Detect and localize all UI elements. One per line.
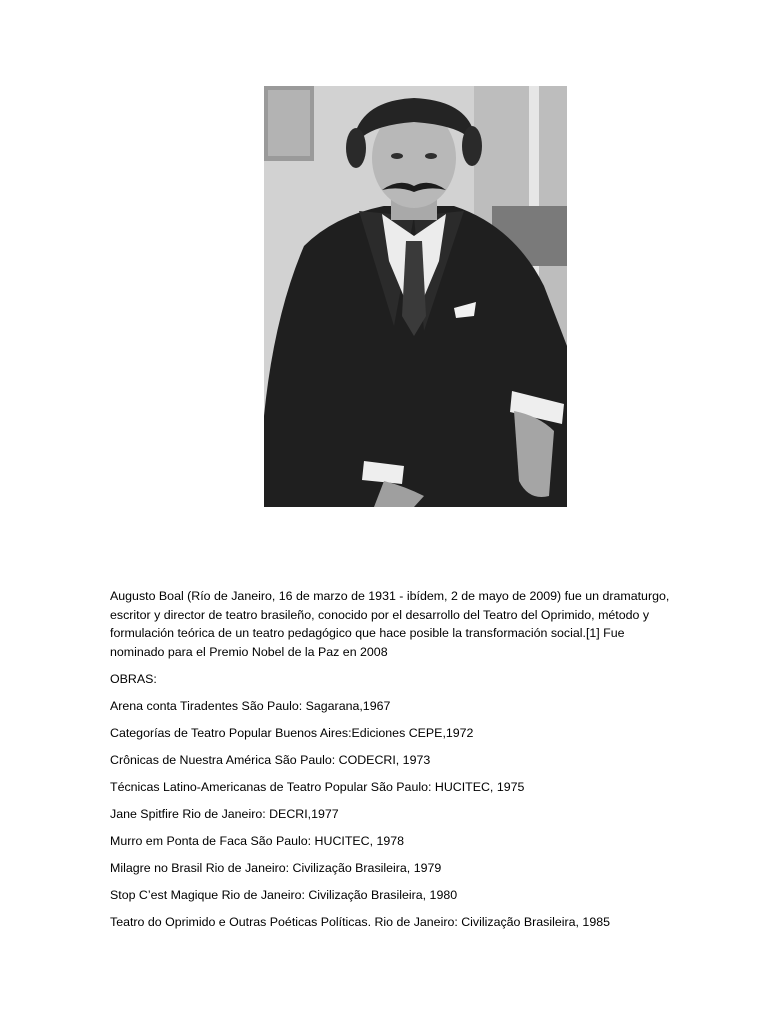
portrait-photo	[264, 86, 567, 507]
work-item: Técnicas Latino-Americanas de Teatro Popular São Paulo: HUCITEC, 1975	[110, 780, 525, 794]
work-item: Murro em Ponta de Faca São Paulo: HUCITEC, 1978	[110, 834, 405, 848]
work-item: Milagre no Brasil Rio de Janeiro: Civilização Brasileira, 1979	[110, 861, 442, 875]
portrait-illustration	[264, 86, 567, 507]
biography-paragraph: Augusto Boal (Río de Janeiro, 16 de marzo de 1931 - ibídem, 2 de mayo de 2009) fue un dramaturgo, escritor y director de teatro brasileño, conocido por el desarrollo del Teatro del Oprimido, método y formulación teórica de un teatro pedagógico que hace posible la transformación social.[1] Fue nominado para el Premio Nobel de la Paz en 2008	[110, 589, 670, 659]
work-item: Teatro do Oprimido e Outras Poéticas Políticas. Rio de Janeiro: Civilização Brasileira, 1985	[110, 915, 610, 929]
work-item: Arena conta Tiradentes São Paulo: Sagarana,1967	[110, 699, 391, 713]
work-item: Categorías de Teatro Popular Buenos Aires:Ediciones CEPE,1972	[110, 726, 474, 740]
works-list	[110, 697, 710, 940]
work-item: Stop C’est Magique Rio de Janeiro: Civilização Brasileira, 1980	[110, 888, 458, 902]
work-item: Crônicas de Nuestra América São Paulo: CODECRI, 1973	[110, 753, 431, 767]
works-heading: OBRAS:	[110, 672, 157, 686]
work-item: Jane Spitfire Rio de Janeiro: DECRI,1977	[110, 807, 339, 821]
